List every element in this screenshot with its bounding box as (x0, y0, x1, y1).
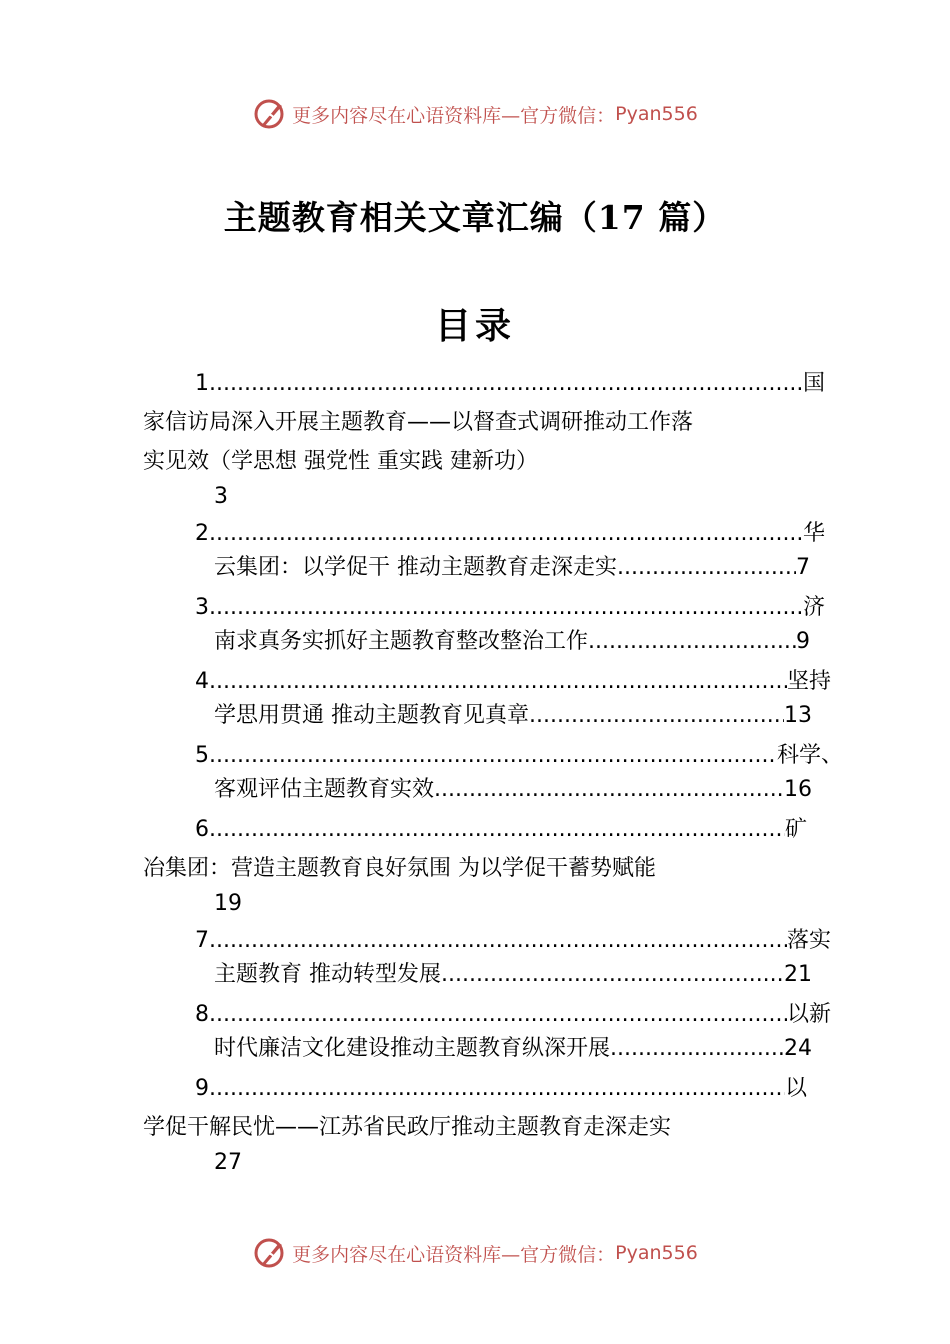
toc-entry-9-line[interactable] (143, 1113, 671, 1143)
dot-leader (209, 593, 803, 623)
toc-entry-lead-text: 以 (784, 1076, 807, 1101)
toc-entry-number: 6 (195, 817, 209, 842)
dot-leader (441, 960, 784, 990)
toc-page-number: 13 (784, 703, 812, 728)
dot-leader (588, 627, 796, 657)
dot-leader (209, 667, 787, 697)
toc-entry-text: 时代廉洁文化建设推动主题教育纵深开展 (214, 1036, 611, 1061)
toc-entry-lead-text: 华 (802, 521, 825, 546)
quill-logo-icon (252, 1235, 288, 1271)
dot-leader (434, 775, 784, 805)
toc-entry-number: 1 (195, 371, 209, 396)
toc-entry-4-lead[interactable] (195, 667, 831, 697)
toc-entry-2-line[interactable] (214, 553, 810, 583)
toc-entry-text: 冶集团：营造主题教育良好氛围 为以学促干蓄势赋能 (143, 856, 656, 881)
header-banner (0, 94, 950, 134)
toc-entry-1-line[interactable] (143, 408, 693, 438)
toc-entry-number: 9 (195, 1076, 209, 1101)
dot-leader (617, 553, 796, 583)
toc-entry-lead-text: 矿 (784, 817, 807, 842)
toc-entry-6-line[interactable] (143, 854, 656, 884)
toc-entry-text: 南求真务实抓好主题教育整改整治工作 (214, 629, 589, 654)
dot-leader (529, 701, 784, 731)
toc-entry-number: 5 (195, 743, 209, 768)
toc-entry-5-lead[interactable] (195, 741, 843, 771)
toc-entry-7-line[interactable] (214, 960, 812, 990)
dot-leader (209, 926, 787, 956)
dot-leader (610, 1034, 784, 1064)
toc-entry-number: 7 (195, 928, 209, 953)
toc-entry-3-lead[interactable] (195, 593, 825, 623)
toc-page-number: 21 (784, 962, 812, 987)
toc-entry-lead-text: 坚持 (786, 669, 831, 694)
toc-entry-text: 家信访局深入开展主题教育——以督查式调研推动工作落 (143, 410, 694, 435)
toc-entry-1-line[interactable] (143, 447, 538, 477)
toc-entry-number: 8 (195, 1002, 209, 1027)
toc-page-number: 7 (796, 555, 810, 580)
toc-entry-5-line[interactable] (214, 775, 812, 805)
toc-entry-number: 4 (195, 669, 209, 694)
banner-text: 更多内容尽在心语资料库—官方微信： (292, 104, 616, 127)
toc-entry-number: 3 (195, 595, 209, 620)
toc-page-number: 3 (214, 484, 228, 509)
toc-entry-8-lead[interactable] (195, 1000, 831, 1030)
toc-entry-lead-text: 国 (802, 371, 825, 396)
toc-entry-lead-text: 落实 (786, 928, 831, 953)
toc-entry-9-page[interactable] (214, 1148, 242, 1178)
toc-entry-2-lead[interactable] (195, 519, 825, 549)
toc-entry-text: 实见效（学思想 强党性 重实践 建新功） (143, 449, 538, 474)
toc-entry-text: 云集团：以学促干 推动主题教育走深走实 (214, 555, 617, 580)
toc-entry-text: 学促干解民忧——江苏省民政厅推动主题教育走深走实 (143, 1115, 672, 1140)
toc-entry-lead-text: 以新 (786, 1002, 831, 1027)
toc-entry-lead-text: 科学、 (776, 743, 843, 768)
toc-entry-1-page[interactable] (214, 482, 228, 512)
toc-page-number: 16 (784, 777, 812, 802)
toc-entry-1-lead[interactable] (195, 369, 825, 399)
toc-entry-3-line[interactable] (214, 627, 810, 657)
toc-entry-lead-text: 济 (802, 595, 825, 620)
dot-leader (209, 1000, 787, 1030)
toc-heading: 目录 (434, 305, 515, 347)
quill-logo-icon (252, 96, 288, 132)
toc-entry-number: 2 (195, 521, 209, 546)
toc-page-number: 19 (214, 891, 242, 916)
footer-banner (0, 1233, 950, 1273)
dot-leader (209, 519, 803, 549)
dot-leader (209, 1074, 785, 1104)
toc-entry-text: 学思用贯通 推动主题教育见真章 (214, 703, 529, 728)
dot-leader (209, 741, 777, 771)
toc-page-number: 9 (796, 629, 810, 654)
toc-entry-7-lead[interactable] (195, 926, 831, 956)
toc-entry-8-line[interactable] (214, 1034, 812, 1064)
toc-entry-4-line[interactable] (214, 701, 812, 731)
banner-wechat-id: Pyan556 (615, 1242, 698, 1264)
toc-entry-text: 客观评估主题教育实效 (214, 777, 435, 802)
banner-wechat-id: Pyan556 (615, 103, 698, 125)
toc-entry-6-lead[interactable] (195, 815, 807, 845)
document-title: 主题教育相关文章汇编（17 篇） (223, 198, 727, 237)
toc-page-number: 27 (214, 1150, 242, 1175)
dot-leader (209, 815, 785, 845)
banner-text: 更多内容尽在心语资料库—官方微信： (292, 1243, 616, 1266)
toc-entry-6-page[interactable] (214, 889, 242, 919)
toc-entry-9-lead[interactable] (195, 1074, 807, 1104)
toc-page-number: 24 (784, 1036, 812, 1061)
toc-entry-text: 主题教育 推动转型发展 (214, 962, 441, 987)
dot-leader (209, 369, 803, 399)
